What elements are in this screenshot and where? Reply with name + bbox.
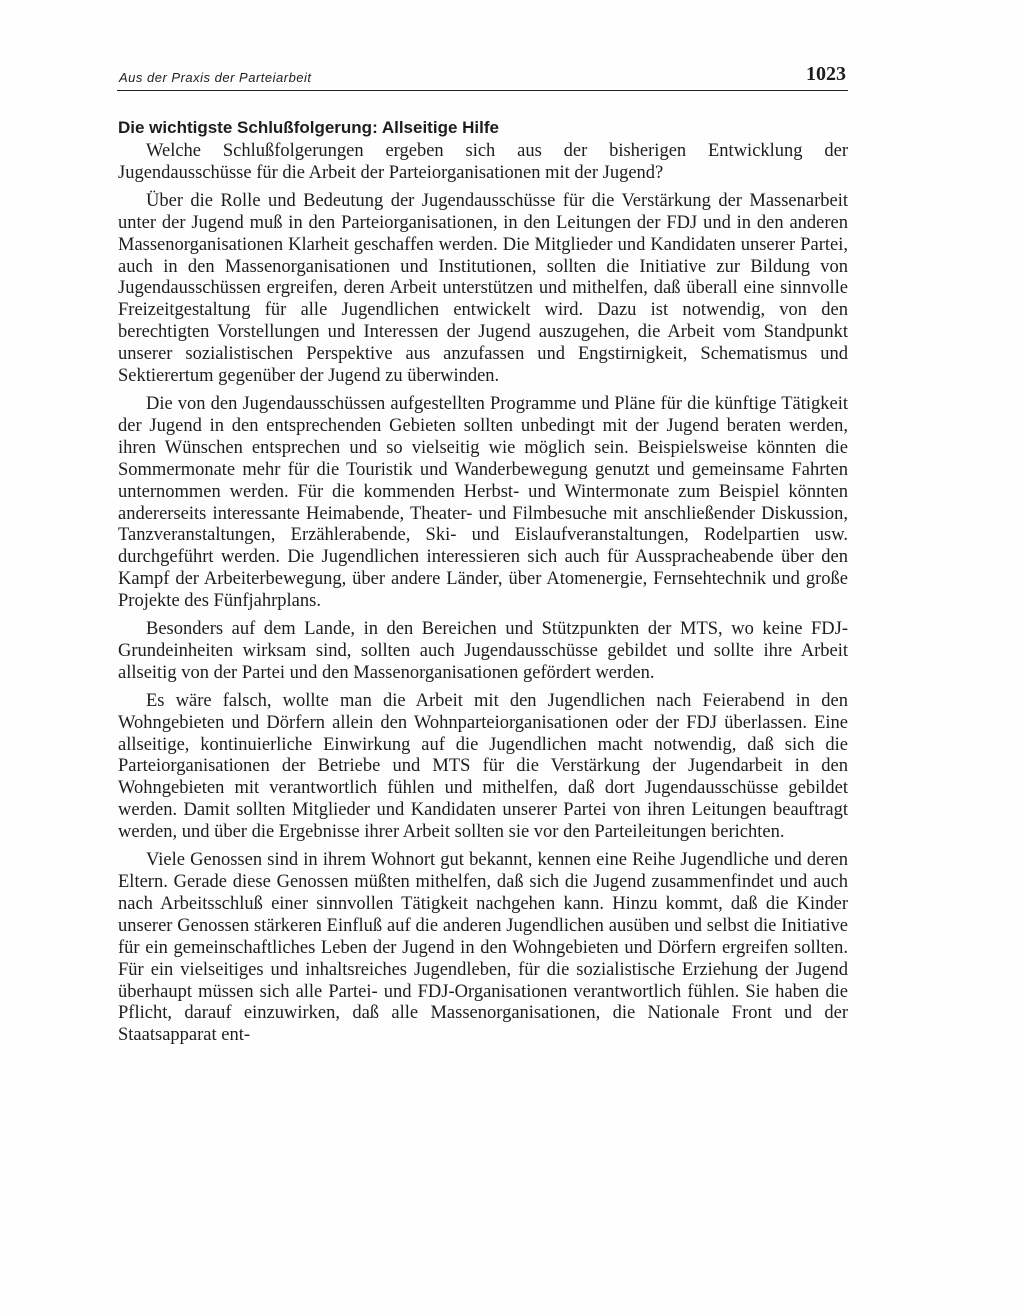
paragraph-3: Die von den Jugendausschüssen aufgestellten Programme und Pläne für die künftige Tätigkeit der Jugend in den entsprechenden Gebieten sollten unbedingt mit der Jugend beraten werden, ihren Wünschen entsprechen und so vielseitig wie möglich sein. Beispielsweise könnten die Sommermonate mehr für die Touristik und Wanderbewegung genutzt und gemeinsame Fahrten unternommen werden. Für die kommenden Herbst- und Wintermonate zum Beispiel könnten andererseits interessante Heimabende, Theater- und Filmbesuche mit anschließender Diskussion, Tanzveranstaltungen, Erzählerabende, Ski- und Eislaufveranstaltungen, Rodelpartien usw. durchgeführt werden. Die Jugendlichen interessieren sich auch für Ausspracheabende über den Kampf der Arbeiterbewegung, über andere Länder, über Atomenergie, Fernsehtechnik und große Projekte des Fünfjahrplans. [118, 393, 848, 612]
paragraph-6: Viele Genossen sind in ihrem Wohnort gut bekannt, kennen eine Reihe Jugendliche und deren Eltern. Gerade diese Genossen müßten mithelfen, daß sich die Jugend zusammenfindet und auch nach Arbeitsschluß einer sinnvollen Tätigkeit nachgehen kann. Hinzu kommt, daß die Kinder unserer Genossen stärkeren Einfluß auf die anderen Jugendlichen ausüben und selbst die Initiative für ein gemeinschaftliches Leben der Jugend in den Wohngebieten und Dörfern ergreifen sollten. Für ein vielseitiges und inhaltsreiches Jugendleben, für die sozialistische Erziehung der Jugend überhaupt müssen sich alle Partei- und FDJ-Organisationen verantwortlich fühlen. Sie haben die Pflicht, darauf einzuwirken, daß alle Massenorganisationen, die Nationale Front und der Staatsapparat ent- [118, 850, 848, 1046]
paragraph-4: Besonders auf dem Lande, in den Bereichen und Stützpunkten der MTS, wo keine FDJ-Grundeinheiten wirksam sind, sollten auch Jugendausschüsse gebildet und sollte ihre Arbeit allseitig von der Partei und den Massenorganisationen gefördert werden. [118, 619, 848, 683]
running-head [117, 62, 848, 91]
page-number: 1023 [806, 63, 846, 85]
paragraph-1: Welche Schlußfolgerungen ergeben sich aus der bisherigen Entwicklung der Jugendausschüsse für die Arbeit der Parteiorganisationen mit der Jugend? [118, 141, 848, 183]
running-head-section: Aus der Praxis der Parteiarbeit [119, 70, 312, 85]
paragraph-2: Über die Rolle und Bedeutung der Jugendausschüsse für die Verstärkung der Massenarbeit unter der Jugend muß in den Parteiorganisationen, in den Leitungen der FDJ und in den anderen Massenorganisationen Klarheit geschaffen werden. Die Mitglieder und Kandidaten unserer Partei, auch in den Massenorganisationen und Institutionen, sollten die Initiative zur Bildung von Jugendausschüssen ergreifen, deren Arbeit unterstützen und mithelfen, daß überall eine sinnvolle Freizeitgestaltung für alle Jugendlichen entwickelt wird. Dazu ist notwendig, von den berechtigten Vorstellungen und Interessen der Jugend auszugehen, die Arbeit vom Standpunkt unserer sozialistischen Perspektive aus anzufassen und Engstirnigkeit, Schematismus und Sektierertum gegenüber der Jugend zu überwinden. [118, 190, 848, 387]
article-body [118, 116, 848, 1047]
paragraph-5: Es wäre falsch, wollte man die Arbeit mit den Jugendlichen nach Feierabend in den Wohngebieten und Dörfern allein den Wohnparteiorganisationen oder der FDJ überlassen. Eine allseitige, kontinuierliche Einwirkung auf die Jugendlichen macht notwendig, daß sich die Parteiorganisationen der Betriebe und MTS für die Verstärkung der Jugendarbeit in den Wohngebieten mit verantwortlich fühlen und mithelfen, daß dort Jugendausschüsse gebildet werden. Damit sollten Mitglieder und Kandidaten unserer Partei von ihren Leitungen beauftragt werden, und über die Ergebnisse ihrer Arbeit sollten sie vor den Parteileitungen berichten. [118, 690, 848, 843]
section-heading: Die wichtigste Schlußfolgerung: Allseitige Hilfe [118, 118, 499, 137]
